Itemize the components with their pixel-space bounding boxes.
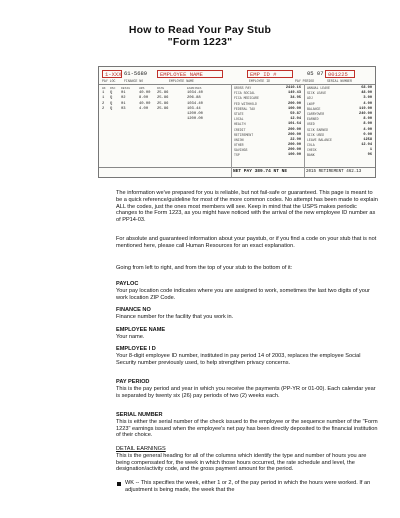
sub-label-payloc: PAY LOC (102, 79, 116, 83)
intro-paragraph-1 (116, 190, 378, 224)
deduction-row-label: TSP (234, 153, 240, 158)
leave-row-label: ANNUAL LEAVE (307, 86, 330, 90)
stub-divider-bottom (99, 167, 375, 168)
deduction-row-value: 34.95 (290, 96, 301, 101)
earnings-cell: 25.86 (157, 91, 169, 96)
leave-row-label: SICK LEAVE (307, 91, 327, 96)
leave-row-label: LWOP (307, 101, 315, 106)
leave-row-value: 0.00 (363, 132, 372, 137)
section-heading: FINANCE NO (116, 307, 151, 313)
net-pay-label: NET PAY (233, 169, 252, 174)
section-finance-no (116, 307, 378, 321)
deduction-row-label: STATE (234, 111, 244, 116)
earnings-cell: 8.00 (139, 96, 149, 101)
leave-row-value: 96 (367, 153, 372, 158)
section-employee-id (116, 346, 378, 366)
earnings-cell: 1 (102, 91, 105, 96)
deductions-table (233, 86, 303, 159)
deduction-row-value: 100.00 (288, 153, 301, 158)
deduction-row-value: 149.43 (288, 91, 301, 96)
deduction-row-label: RETIREMENT (234, 132, 254, 137)
net-pay (233, 169, 287, 174)
deduction-row-value: 59.87 (290, 111, 301, 116)
section-body: Your name. (116, 333, 145, 340)
earnings-cell: 4.00 (139, 106, 149, 111)
retirement (306, 170, 361, 174)
section-body: Your pay location code indicates where you are assigned to work, sometimes the last two digits of your work location ZIP Code. (116, 287, 370, 301)
deduction-row-value: 200.00 (288, 101, 301, 106)
stub-finance-no: 61-5689 (124, 70, 148, 77)
deduction-row-label: LOCAL (234, 117, 244, 122)
pay-stub-image (98, 66, 376, 178)
net-code: NT NE (273, 169, 288, 174)
deduction-row-value: 200.00 (288, 148, 301, 153)
deduction-row-value: 2410.16 (285, 86, 301, 90)
deduction-row-label: HEALTH (234, 122, 246, 127)
deduction-row-value: 22.90 (290, 137, 301, 142)
stub-pay-period: 05 07 (307, 70, 324, 77)
earnings-cell: 1034.40 (187, 91, 203, 96)
earnings-cell: 25.86 (157, 106, 169, 111)
leave-row-value: 240.00 (359, 111, 372, 116)
deduction-row-value: 200.00 (288, 132, 301, 137)
intro-text-2: For absolute and guaranteed information about your paystub, or if you find a code on your stub that is not mentioned here, please call Human Resources for an exact explanation. (116, 236, 377, 249)
intro-paragraph-2 (116, 236, 378, 250)
leave-row (306, 153, 374, 158)
earnings-cell: Q (110, 101, 113, 106)
deduction-row-value: 200.00 (288, 127, 301, 132)
leave-row-label: COLA (307, 143, 315, 148)
intro-text-3: Going from left to right, and from the top of your stub to the bottom of it: (116, 265, 293, 271)
deduction-row-label: FED WITHHOLD (234, 101, 257, 106)
deduction-row (233, 153, 303, 158)
leave-row-value: 12.04 (361, 143, 372, 148)
stub-serial: 001225 (325, 70, 355, 78)
earn-head-earnings: EARNINGS (187, 87, 202, 90)
deduction-row-label: SAVINGS (234, 148, 248, 153)
deduction-row-value: 200.00 (288, 143, 301, 148)
section-body: This is the pay period and year in which you receive the payments (PP-YR or 01-00). Each calendar year is separated by twenty six (26) pay periods of two (2) weeks each. (116, 385, 376, 399)
title-line-2: "Form 1223" (167, 36, 233, 48)
leave-row-label: LEAVE BALANCE (307, 137, 332, 142)
stub-divider-right (304, 84, 305, 177)
earnings-cell: Q (110, 91, 113, 96)
deduction-row-label: CREDIT (234, 127, 246, 132)
section-body: Your 8-digit employee ID number, instituted in pay period 14 of 2003, replaces the employee Social Security number previously used, to help strengthen privacy concerns. (116, 352, 361, 366)
intro-text-1: The information we've prepared for you is reliable, but not fail-safe or guaranteed. This page is meant to be a quick reference/guideline for most of the more common codes. No attempt has been made to explain ALL the codes, just the ones most members will see. Keep in mind that the USPS makes periodic changes to the Form 1223, as you might have noticed with the arrival of the new employee ID number as of PP14-03. (116, 190, 378, 224)
earnings-cell: 01 (121, 91, 126, 96)
deduction-row-value: 101.64 (288, 122, 301, 127)
deduction-row-label: FICA MEDICARE (234, 96, 259, 101)
earnings-cell: 1 (102, 96, 105, 101)
sub-label-name: EMPLOYEE NAME (169, 79, 194, 83)
retirement-value: 462.13 (346, 170, 362, 174)
earnings-cell: 01 (121, 101, 126, 106)
leave-row-value: 8.00 (363, 122, 372, 127)
earnings-cell: 206.88 (187, 96, 201, 101)
leave-row-label: CARRYOVER (307, 111, 325, 116)
deduction-row-label: UNION (234, 137, 244, 142)
stub-divider-top (99, 84, 375, 85)
stub-emp-id: EMP ID # (247, 70, 293, 78)
leave-row-label: EARNED (307, 117, 319, 122)
earnings-cell: 2 (102, 106, 105, 111)
earnings-cell: Q (110, 96, 113, 101)
leave-row-value: 119.00 (359, 106, 372, 111)
earnings-cell: 02 (121, 96, 126, 101)
section-pay-period (116, 379, 378, 399)
earnings-cell: 2 (102, 101, 105, 106)
leave-row-value: 3.00 (363, 96, 372, 101)
earnings-cell: 40.00 (139, 101, 151, 106)
earn-head-hrs: HRS (139, 87, 145, 90)
leave-row-label: BANK (307, 153, 315, 158)
earn-head-rsc: RSC (110, 87, 116, 90)
leave-row-value: 4.00 (363, 101, 372, 106)
title-line-1: How to Read Your Pay Stub (128, 24, 272, 36)
earnings-cell: 40.00 (139, 91, 151, 96)
section-heading: PAYLOC (116, 281, 139, 287)
section-heading: EMPLOYEE NAME (116, 327, 166, 333)
stub-employee-name: EMPLOYEE NAME (157, 70, 223, 78)
earn-head-desig: DESIG (121, 87, 131, 90)
leave-table (306, 86, 374, 159)
earnings-cell: 1200.00 (187, 117, 203, 122)
earnings-cell: Q (110, 106, 113, 111)
leave-row-value: 48.00 (361, 91, 372, 96)
section-body: This is either the serial number of the check issued to the employee or the sequence number of the "Form 1223" earnings issued when the employee's net pay has been directly deposited to the financial institution of their choice. (116, 418, 378, 439)
leave-row-label: CHECK (307, 148, 317, 153)
earnings-row (101, 117, 229, 122)
earnings-cell: 25.86 (157, 101, 169, 106)
earnings-cell: 1034.40 (187, 101, 203, 106)
section-detail-earnings (116, 446, 378, 494)
net-pay-value: 389.74 (254, 169, 271, 174)
leave-row-label: BALANCE (307, 106, 321, 111)
deduction-row-value: 100.00 (288, 106, 301, 111)
leave-row-label: USED (307, 122, 315, 127)
stub-payloc: 1-XXX (102, 70, 122, 78)
section-heading: SERIAL NUMBER (116, 412, 163, 418)
section-body: Finance number for the facility that you work in. (116, 313, 234, 320)
leave-row-value: 68.00 (361, 86, 372, 90)
leave-row-label: SICK USED (307, 132, 325, 137)
leave-row-label: ADJ (307, 96, 313, 101)
earn-head-wk: WK (102, 87, 106, 90)
deduction-row-label: OTHER (234, 143, 244, 148)
earnings-cell: 03 (121, 106, 126, 111)
deduction-row-label: GROSS PAY (234, 86, 252, 90)
deduction-row-value: 12.04 (290, 117, 301, 122)
detail-earnings-table (101, 86, 229, 122)
earnings-cell: 1200.00 (187, 111, 203, 116)
stub-divider-left (231, 84, 232, 177)
intro-paragraph-3 (116, 265, 378, 272)
earnings-cell: 25.86 (157, 96, 169, 101)
leave-row-value: 8.00 (363, 117, 372, 122)
section-payloc (116, 281, 378, 301)
detail-bullet-wk: WK -- This specifies the week, either 1 or 2, of the pay period in which the hours were worked. If an adjustment is being made, the week that the (116, 480, 378, 494)
leave-row-value: 1 (369, 148, 372, 153)
section-heading: PAY PERIOD (116, 379, 150, 385)
section-heading: EMPLOYEE I D (116, 346, 156, 352)
earnings-cell: 103.44 (187, 106, 201, 111)
sub-label-finance: FINANCE NO (124, 79, 144, 83)
detail-body: This is the general heading for all of the columns which identify the type and number of hours you are being compensated for, the week in which those hours occurred, the rate schedule and level, the designation/activity code, and the gross payment amount for the period. (116, 452, 367, 473)
section-serial-number (116, 412, 378, 439)
sub-label-period: PAY PERIOD (295, 79, 315, 83)
detail-heading: DETAIL EARNINGS (116, 446, 166, 452)
leave-row-label: SICK EARNED (307, 127, 329, 132)
deduction-row-label: FEDERAL TAX (234, 106, 256, 111)
sub-label-empid: EMPLOYEE ID (249, 79, 271, 83)
leave-row-value: 4.00 (363, 127, 372, 132)
earn-head-rate: RATE (157, 87, 165, 90)
page-title (0, 24, 400, 48)
deduction-row-label: FICA SOCIAL (234, 91, 256, 96)
leave-row-value: 1258 (363, 137, 372, 142)
retirement-label: 2015 RETIREMENT (306, 170, 344, 174)
sub-label-serial: SERIAL NUMBER (327, 79, 352, 83)
section-employee-name (116, 327, 378, 341)
